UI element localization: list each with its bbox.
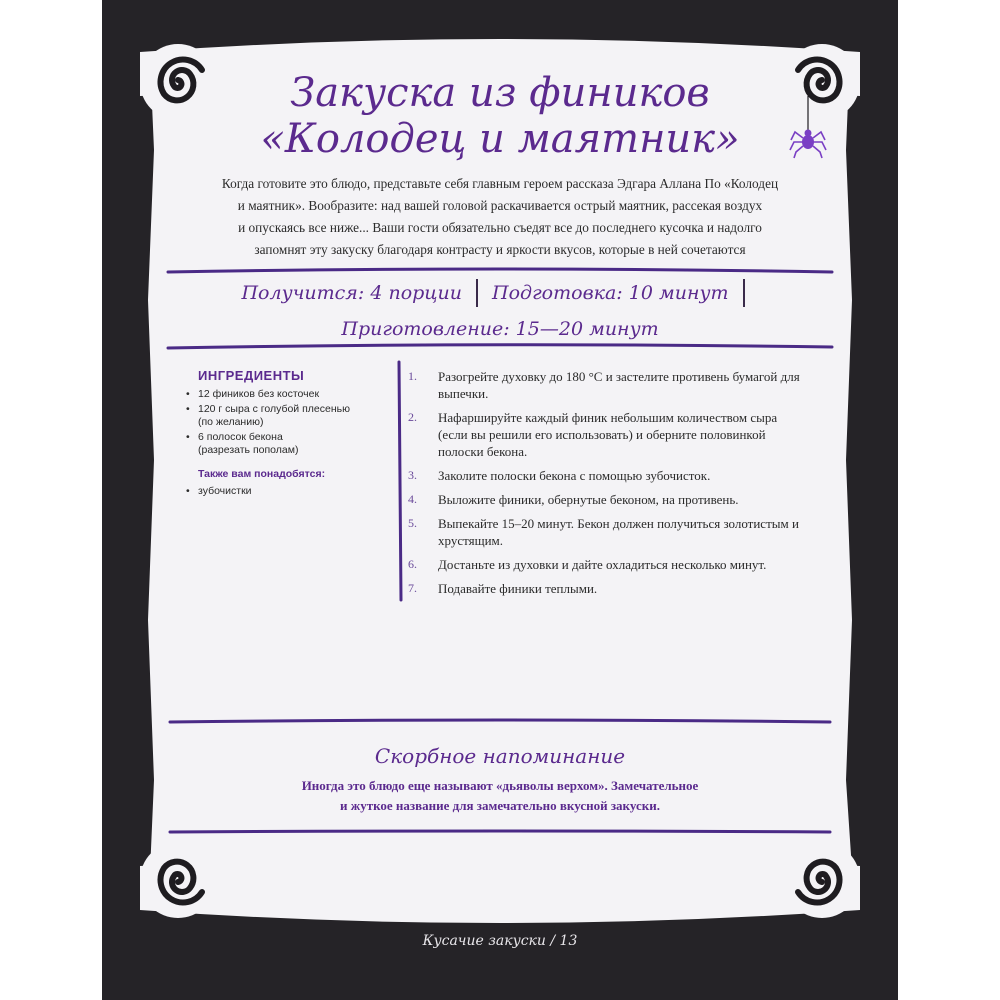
step-text: Выложите финики, обернутые беконом, на противень. xyxy=(438,492,739,507)
step-number: 2. xyxy=(408,410,417,424)
step-number: 6. xyxy=(408,557,417,571)
title-line-1: Закуска из фиников xyxy=(290,70,710,116)
step-number: 1. xyxy=(408,369,417,383)
page-title xyxy=(200,70,800,162)
intro-line-3: и опускаясь все ниже... Ваши гости обязательно съедят все до последнего кусочка и надолго xyxy=(238,220,762,235)
servings-label: Получится: 4 порции xyxy=(241,282,463,304)
intro-line-1: Когда готовите это блюдо, представьте себя главным героем рассказа Эдгара Аллана По «Колодец xyxy=(221,176,779,191)
also-needed-list xyxy=(186,485,252,497)
meta-separator xyxy=(476,279,478,307)
column-divider xyxy=(399,362,401,600)
step-item xyxy=(408,368,808,402)
prep-time-label: Подготовка: 10 минут xyxy=(492,282,729,304)
meta-separator xyxy=(743,279,745,307)
ingredient-item: • 12 фиников без косточек xyxy=(186,388,386,401)
step-text: Разогрейте духовку до 180 °С и застелите противень бумагой для выпечки. xyxy=(438,369,800,401)
steps-list xyxy=(408,368,808,604)
step-number: 3. xyxy=(408,468,417,482)
step-number: 5. xyxy=(408,516,417,530)
scroll-bottom-roll xyxy=(140,857,860,923)
also-needed-item: • зубочистки xyxy=(186,485,252,497)
step-item xyxy=(408,491,808,508)
intro-paragraph xyxy=(168,173,832,261)
note-line-2: и жуткое название для замечательно вкусной закуски. xyxy=(340,798,660,813)
ingredient-item: • 6 полосок бекона (разрезать пополам) xyxy=(186,431,386,457)
ingredients-list xyxy=(186,388,386,459)
meta-row xyxy=(168,276,832,310)
title-line-2: «Колодец и маятник» xyxy=(260,116,740,162)
cook-time-label: Приготовление: 15—20 минут xyxy=(341,318,659,340)
step-text: Выпекайте 15–20 минут. Бекон должен получиться золотистым и хрустящим. xyxy=(438,516,799,548)
step-text: Нафаршируйте каждый финик небольшим количеством сыра (если вы решили его использовать) и оберните половинкой полоски бекона. xyxy=(438,410,778,459)
step-text: Заколите полоски бекона с помощью зубочисток. xyxy=(438,468,711,483)
also-needed-heading: Также вам понадобятся: xyxy=(198,468,326,480)
divider-rule xyxy=(170,831,830,832)
step-item xyxy=(408,467,808,484)
ingredients-heading: ИНГРЕДИЕНТЫ xyxy=(198,368,305,383)
note-title: Скорбное напоминание xyxy=(374,744,626,768)
intro-line-2: и маятник». Вообразите: над вашей головой раскачивается острый маятник, рассекая воздух xyxy=(237,198,763,213)
step-item xyxy=(408,515,808,549)
note-line-1: Иногда это блюдо еще называют «дьяволы верхом». Замечательное xyxy=(301,778,699,793)
step-number: 4. xyxy=(408,492,417,506)
ingredient-item: • 120 г сыра с голубой плесенью (по желанию) xyxy=(186,403,386,429)
note-body xyxy=(240,776,760,816)
intro-line-4: запомнят эту закуску благодаря контрасту и яркости вкусов, которые в ней сочетаются xyxy=(254,242,746,257)
step-item xyxy=(408,409,808,460)
step-number: 7. xyxy=(408,581,417,595)
step-text: Подавайте финики теплыми. xyxy=(438,581,598,596)
step-text: Достаньте из духовки и дайте охладиться несколько минут. xyxy=(438,557,767,572)
page-footer: Кусачие закуски / 13 xyxy=(422,933,578,949)
step-item xyxy=(408,556,808,573)
step-item xyxy=(408,580,808,597)
